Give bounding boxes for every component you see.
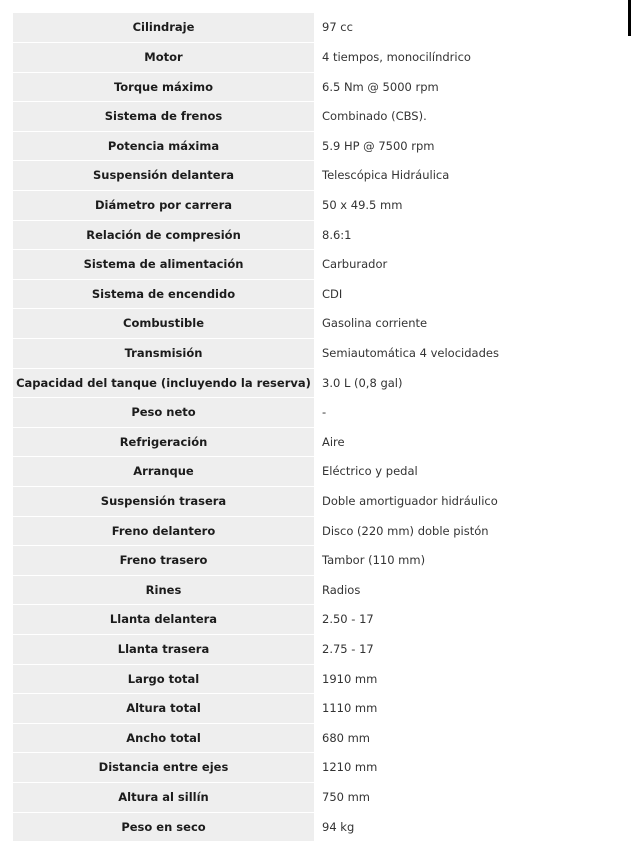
table-row: [13, 339, 615, 369]
spec-value: 94 kg: [314, 812, 615, 842]
spec-label: Motor: [13, 43, 314, 73]
spec-value: CDI: [314, 279, 615, 309]
spec-label: Cilindraje: [13, 13, 314, 43]
spec-value: 1910 mm: [314, 664, 615, 694]
table-row: [13, 487, 615, 517]
spec-label: Potencia máxima: [13, 131, 314, 161]
spec-value: 50 x 49.5 mm: [314, 191, 615, 221]
spec-label: Freno trasero: [13, 546, 314, 576]
table-row: [13, 72, 615, 102]
table-row: [13, 43, 615, 73]
spec-label: Sistema de frenos: [13, 102, 314, 132]
spec-label: Sistema de alimentación: [13, 250, 314, 280]
table-row: [13, 634, 615, 664]
table-row: [13, 694, 615, 724]
table-row: [13, 782, 615, 812]
spec-value: 5.9 HP @ 7500 rpm: [314, 131, 615, 161]
specifications-table-body: [13, 13, 615, 842]
spec-label: Llanta trasera: [13, 634, 314, 664]
spec-label: Refrigeración: [13, 427, 314, 457]
spec-label: Llanta delantera: [13, 605, 314, 635]
spec-value: -: [314, 398, 615, 428]
spec-value: Semiautomática 4 velocidades: [314, 339, 615, 369]
spec-label: Sistema de encendido: [13, 279, 314, 309]
table-row: [13, 427, 615, 457]
spec-label: Capacidad del tanque (incluyendo la reserva): [13, 368, 314, 398]
table-row: [13, 220, 615, 250]
table-row: [13, 191, 615, 221]
spec-value: 750 mm: [314, 782, 615, 812]
spec-value: 6.5 Nm @ 5000 rpm: [314, 72, 615, 102]
table-row: [13, 605, 615, 635]
table-row: [13, 368, 615, 398]
spec-label: Arranque: [13, 457, 314, 487]
spec-value: Combinado (CBS).: [314, 102, 615, 132]
spec-label: Torque máximo: [13, 72, 314, 102]
table-row: [13, 13, 615, 43]
spec-value: 2.75 - 17: [314, 634, 615, 664]
spec-label: Freno delantero: [13, 516, 314, 546]
spec-value: Telescópica Hidráulica: [314, 161, 615, 191]
table-row: [13, 723, 615, 753]
table-row: [13, 250, 615, 280]
table-row: [13, 102, 615, 132]
spec-label: Largo total: [13, 664, 314, 694]
table-row: [13, 516, 615, 546]
table-row: [13, 753, 615, 783]
spec-label: Altura al sillín: [13, 782, 314, 812]
spec-value: 2.50 - 17: [314, 605, 615, 635]
spec-value: Radios: [314, 575, 615, 605]
specifications-table: [13, 13, 615, 842]
table-row: [13, 131, 615, 161]
spec-value: Tambor (110 mm): [314, 546, 615, 576]
spec-label: Transmisión: [13, 339, 314, 369]
spec-label: Relación de compresión: [13, 220, 314, 250]
spec-value: 8.6:1: [314, 220, 615, 250]
spec-label: Peso neto: [13, 398, 314, 428]
table-row: [13, 812, 615, 842]
spec-label: Ancho total: [13, 723, 314, 753]
spec-value: Eléctrico y pedal: [314, 457, 615, 487]
spec-label: Distancia entre ejes: [13, 753, 314, 783]
table-row: [13, 279, 615, 309]
table-row: [13, 575, 615, 605]
spec-value: 97 cc: [314, 13, 615, 43]
spec-value: Disco (220 mm) doble pistón: [314, 516, 615, 546]
spec-value: Gasolina corriente: [314, 309, 615, 339]
table-row: [13, 664, 615, 694]
spec-label: Combustible: [13, 309, 314, 339]
table-row: [13, 309, 615, 339]
table-row: [13, 398, 615, 428]
table-row: [13, 161, 615, 191]
spec-label: Suspensión delantera: [13, 161, 314, 191]
spec-value: Aire: [314, 427, 615, 457]
spec-value: 3.0 L (0,8 gal): [314, 368, 615, 398]
spec-label: Peso en seco: [13, 812, 314, 842]
table-row: [13, 546, 615, 576]
spec-value: Carburador: [314, 250, 615, 280]
spec-label: Altura total: [13, 694, 314, 724]
spec-label: Rines: [13, 575, 314, 605]
table-row: [13, 457, 615, 487]
spec-label: Diámetro por carrera: [13, 191, 314, 221]
spec-value: 4 tiempos, monocilíndrico: [314, 43, 615, 73]
spec-value: Doble amortiguador hidráulico: [314, 487, 615, 517]
spec-value: 680 mm: [314, 723, 615, 753]
spec-value: 1110 mm: [314, 694, 615, 724]
spec-label: Suspensión trasera: [13, 487, 314, 517]
spec-value: 1210 mm: [314, 753, 615, 783]
